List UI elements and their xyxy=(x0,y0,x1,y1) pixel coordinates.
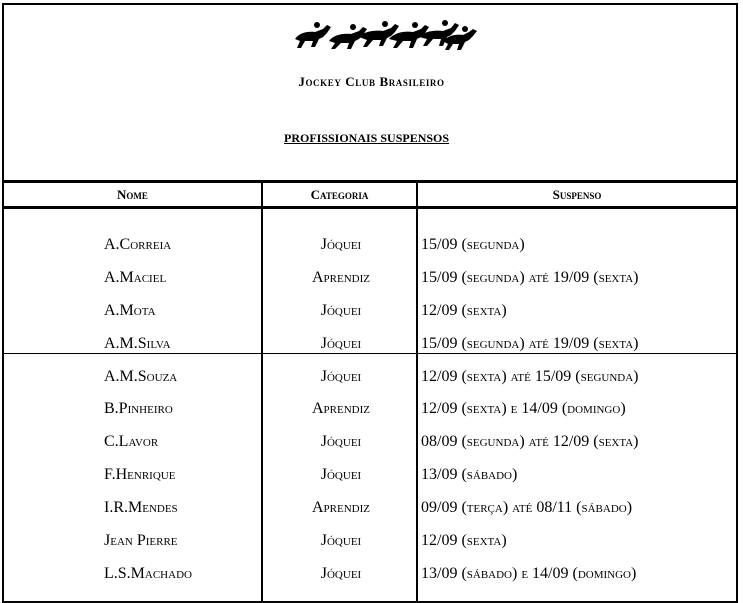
table-row xyxy=(0,269,743,302)
table-row xyxy=(0,433,743,466)
cell-nome: A.Correia xyxy=(104,236,172,253)
column-header-nome: Nome xyxy=(117,187,148,202)
table-row xyxy=(0,368,743,401)
cell-categoria: Aprendiz xyxy=(312,269,370,286)
table-row xyxy=(0,236,743,269)
cell-nome: B.Pinheiro xyxy=(104,400,173,417)
table-row xyxy=(0,532,743,565)
cell-nome: F.Henrique xyxy=(104,466,176,483)
cell-categoria: Jóquei xyxy=(320,368,362,385)
cell-nome: C.Lavor xyxy=(104,433,159,450)
table-row xyxy=(0,565,743,598)
cell-suspenso: 15/09 (segunda) até 19/09 (sexta) xyxy=(421,335,639,352)
club-name: Jockey Club Brasileiro xyxy=(298,74,445,89)
column-header-suspenso: Suspenso xyxy=(552,187,602,202)
cell-categoria: Jóquei xyxy=(320,565,362,582)
cell-suspenso: 09/09 (terça) até 08/11 (sábado) xyxy=(421,499,633,516)
cell-categoria: Jóquei xyxy=(320,236,362,253)
list-title: PROFISSIONAIS SUSPENSOS xyxy=(284,131,450,145)
cell-nome: I.R.Mendes xyxy=(104,499,178,516)
cell-nome: A.M.Silva xyxy=(104,335,171,352)
cell-suspenso: 12/09 (sexta) até 15/09 (segunda) xyxy=(421,368,639,385)
cell-categoria: Jóquei xyxy=(320,335,362,352)
cell-categoria: Jóquei xyxy=(320,302,362,319)
header-top-rule xyxy=(2,180,738,183)
cell-categoria: Jóquei xyxy=(320,466,362,483)
table-row xyxy=(0,302,743,335)
cell-categoria: Jóquei xyxy=(320,433,362,450)
cell-nome: A.Mota xyxy=(104,302,156,319)
cell-suspenso: 15/09 (segunda) xyxy=(421,236,525,253)
cell-suspenso: 12/09 (sexta) xyxy=(421,532,507,549)
header-bottom-rule xyxy=(2,206,738,209)
cell-categoria: Jóquei xyxy=(320,532,362,549)
cell-nome: A.Maciel xyxy=(104,269,167,286)
cell-suspenso: 13/09 (sábado) e 14/09 (domingo) xyxy=(421,565,637,582)
cell-nome: L.S.Machado xyxy=(104,565,192,582)
cell-suspenso: 15/09 (segunda) até 19/09 (sexta) xyxy=(421,269,639,286)
cell-suspenso: 12/09 (sexta) xyxy=(421,302,507,319)
cell-categoria: Aprendiz xyxy=(312,400,370,417)
table-row xyxy=(0,400,743,433)
table-row xyxy=(0,466,743,499)
cell-categoria: Aprendiz xyxy=(312,499,370,516)
table-row xyxy=(0,499,743,532)
cell-suspenso: 08/09 (segunda) até 12/09 (sexta) xyxy=(421,433,639,450)
cell-nome: A.M.Souza xyxy=(104,368,178,385)
cell-suspenso: 12/09 (sexta) e 14/09 (domingo) xyxy=(421,400,626,417)
cell-suspenso: 13/09 (sábado) xyxy=(421,466,518,483)
table-row xyxy=(0,335,743,368)
cell-nome: Jean Pierre xyxy=(104,532,178,549)
column-header-categoria: Categoria xyxy=(310,187,369,202)
racing-horses-icon xyxy=(293,17,479,53)
